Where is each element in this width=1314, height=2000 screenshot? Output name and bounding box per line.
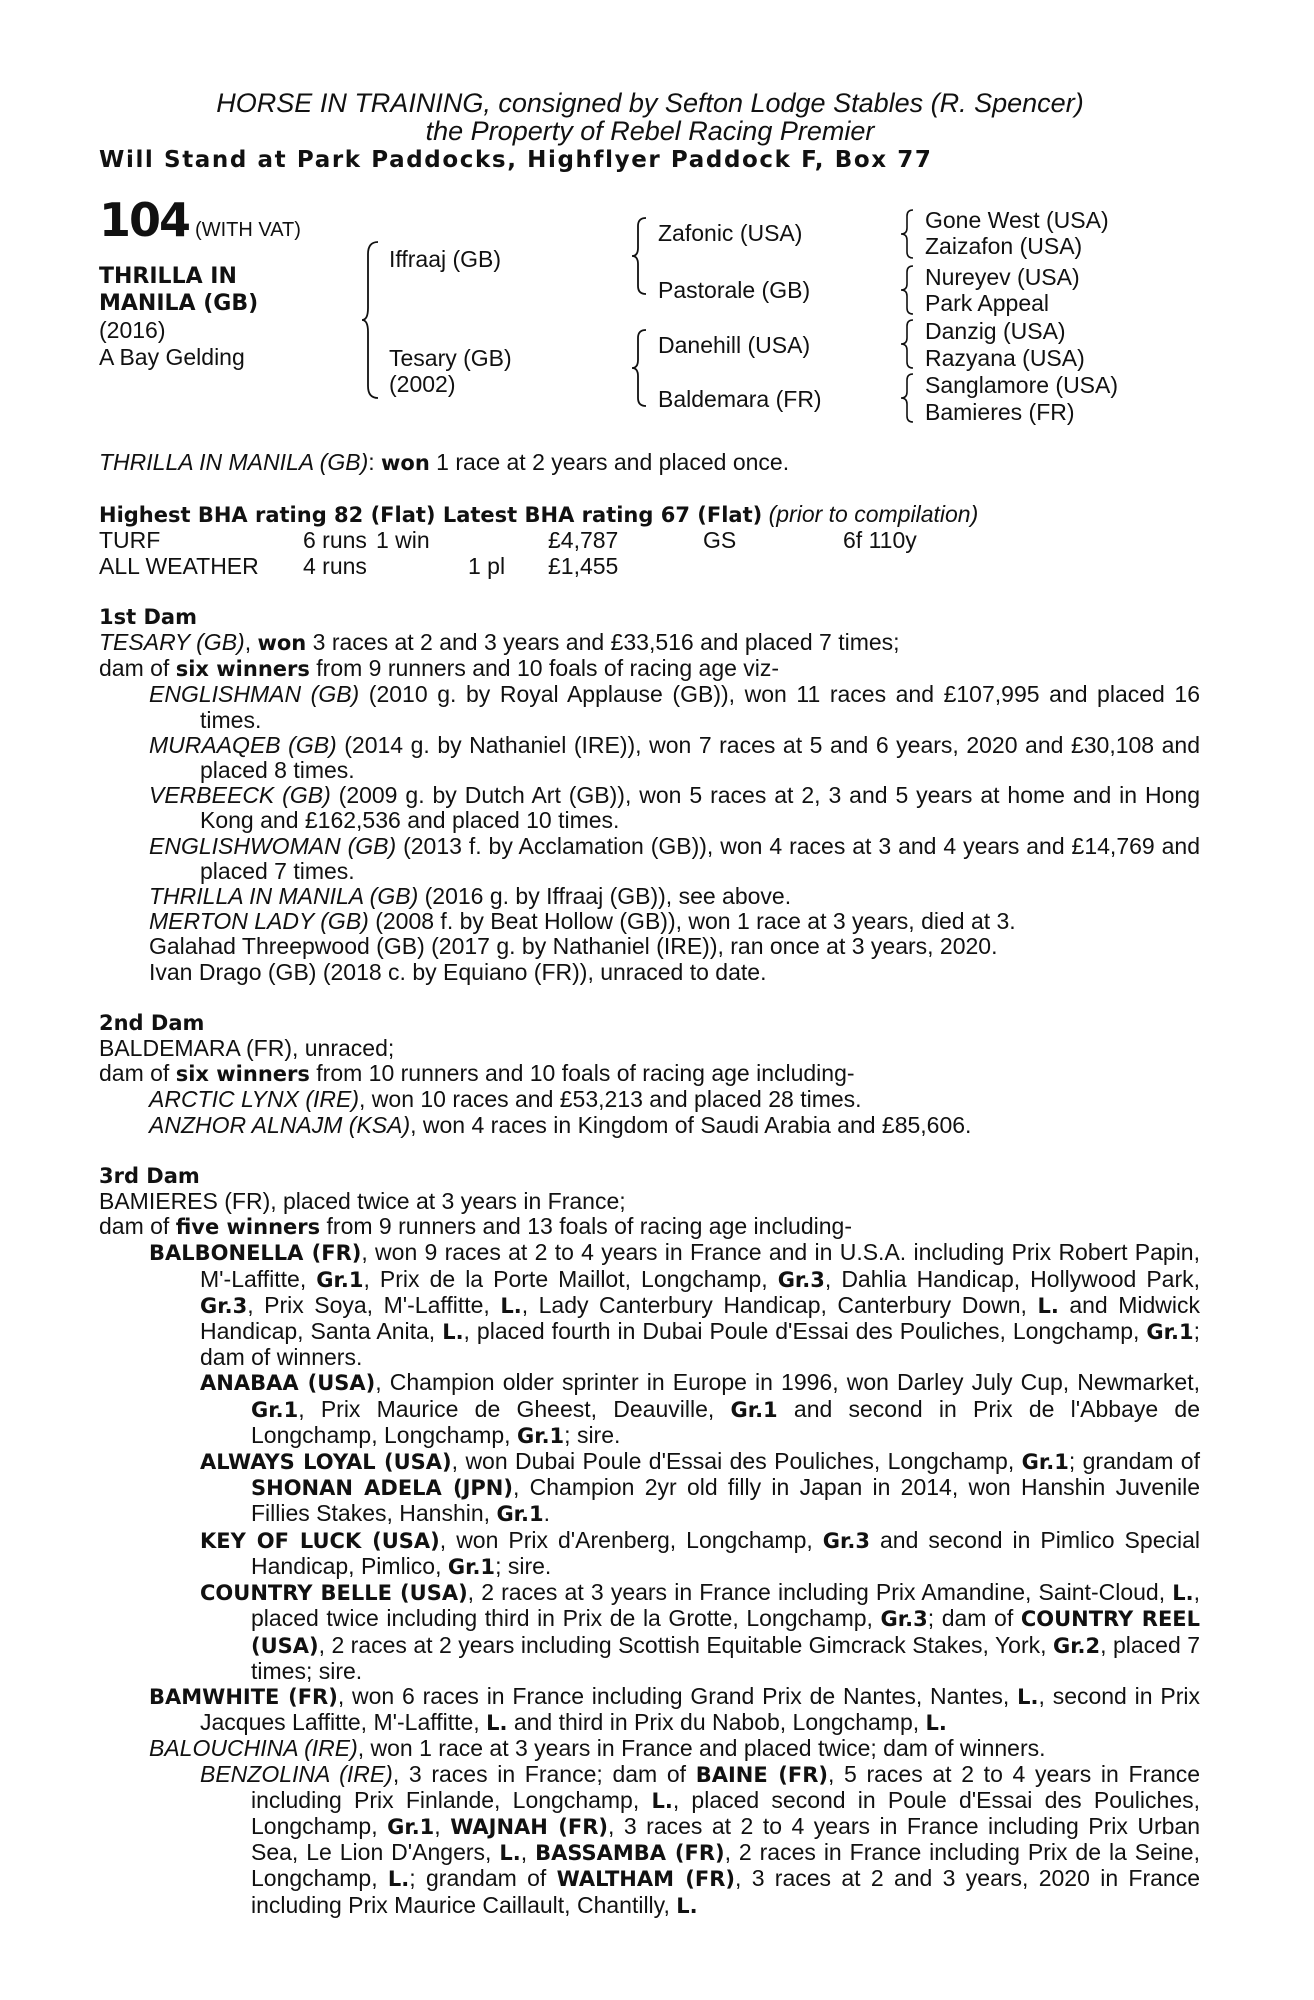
text-run: BAMIERES (FR), placed twice at 3 years in France; (99, 1188, 626, 1215)
text-run: , (434, 1812, 451, 1839)
text-run: , placed twice including third in Prix de la Grotte, Longchamp, (251, 1579, 1200, 1632)
sire-parents-brace-icon (632, 216, 650, 296)
text-run: won (381, 451, 430, 475)
pedigree-gen3: Zafonic (USA) (658, 220, 803, 246)
text-run: Gr.1 (251, 1397, 299, 1422)
text-run: , 5 races at 2 to 4 years in France including Prix Finlande, Longchamp, (251, 1760, 1201, 1813)
text-run: , won 9 races at 2 to 4 years in France and in U.S.A. including Prix Robert Papin, M'-Laffitte, (200, 1239, 1200, 1292)
text-run: THRILLA IN MANILA (GB) (99, 449, 369, 475)
text-run: , 3 races at 2 and 3 years, 2020 in France including Prix Maurice Caillault, Chantilly, (251, 1865, 1201, 1918)
text-run: Gr.3 (200, 1293, 248, 1318)
race-summary (99, 450, 1200, 476)
dam-parents-brace-icon (632, 328, 650, 408)
text-run: (prior to compilation) (762, 501, 979, 528)
text-run: (2009 g. by Dutch Art (GB)), won 5 races at 2, 3 and 5 years at home and in Hong Kong and £162,536 and placed 10 times. (200, 782, 1200, 834)
text-run: , placed 7 times; sire. (251, 1631, 1200, 1684)
text-run: , Prix Maurice de Gheest, Deauville, (298, 1395, 731, 1422)
text-run: L. (1017, 1684, 1039, 1709)
pedigree-entry (99, 630, 1200, 656)
text-run: six winners (175, 657, 310, 682)
text-run: , (520, 1839, 536, 1866)
text-run: Gr.1 (496, 1502, 544, 1527)
text-run: VERBEECK (GB) (149, 782, 331, 809)
text-run: , Prix de la Porte Maillot, Longchamp, (363, 1265, 778, 1292)
text-run: ; grandam of (1068, 1448, 1200, 1475)
text-run: L. (1037, 1293, 1059, 1318)
text-run: L. (442, 1320, 464, 1345)
text-run: ENGLISHWOMAN (GB) (149, 832, 397, 859)
text-run: (2014 g. by Nathaniel (IRE)), won 7 races at 5 and 6 years, 2020 and £30,108 and placed 8 times. (200, 731, 1200, 783)
text-run: BALBONELLA (FR) (149, 1241, 362, 1266)
record-surface: TURF (99, 527, 161, 554)
gen4-brace-icon (900, 318, 916, 370)
pedigree-entry (99, 1580, 1200, 1684)
text-run: Gr.3 (777, 1267, 825, 1292)
record-row (99, 554, 1200, 579)
pedigree-entry (99, 783, 1200, 833)
pedigree-gen4: Sanglamore (USA) (925, 372, 1119, 398)
text-run: dam of (99, 1060, 176, 1087)
text-run: five winners (175, 1215, 321, 1240)
text-run: BAINE (FR) (695, 1762, 828, 1787)
record-going: GS (703, 527, 737, 554)
record-wins: 1 win (376, 527, 430, 554)
text-run: Gr.1 (447, 1554, 496, 1579)
text-run: , second in Prix Jacques Laffitte, M'-Laffitte, (200, 1682, 1200, 1736)
text-run: ARCTIC LYNX (IRE) (149, 1086, 360, 1113)
text-run: dam of (99, 1213, 176, 1240)
text-run: ; grandam of (409, 1865, 557, 1892)
record-distance: 6f 110y (843, 527, 917, 554)
pedigree-entry (99, 834, 1200, 884)
pedigree-entry (99, 656, 1200, 682)
pedigree-entry (99, 1684, 1200, 1736)
text-run: 3 races at 2 and 3 years and £33,516 and placed 7 times; (306, 628, 900, 655)
record-prize: £4,787 (548, 527, 619, 554)
gen4-brace-icon (900, 208, 916, 260)
pedigree-entry (99, 1736, 1200, 1761)
text-run: , won 4 races in Kingdom of Saudi Arabia and £85,606. (410, 1111, 972, 1138)
text-run: , 2 races at 2 years including Scottish Equitable Gimcrack Stakes, York, (318, 1631, 1053, 1658)
pedigree-entry (99, 934, 1200, 959)
pedigree-entry (99, 1113, 1200, 1138)
text-run: ALWAYS LOYAL (USA) (200, 1450, 452, 1475)
text-run: . (543, 1500, 551, 1527)
record-prize: £1,455 (548, 552, 619, 579)
text-run: , Dahlia Handicap, Hollywood Park, (824, 1265, 1201, 1292)
text-run: , placed fourth in Dubai Poule d'Essai des Pouliches, Longchamp, (463, 1318, 1147, 1345)
record-runs: 4 runs (303, 552, 367, 579)
vat-note: (WITH VAT) (195, 219, 301, 241)
text-run: (2016 g. by Iffraaj (GB)), see above. (418, 883, 792, 910)
pedigree-gen4: Danzig (USA) (925, 318, 1066, 344)
text-run: , 2 races in France including Prix de la Seine, Longchamp, (251, 1839, 1200, 1892)
pedigree-gen3: Baldemara (FR) (658, 386, 822, 412)
text-run: Highest BHA rating 82 (Flat) Latest BHA rating 67 (Flat) (99, 503, 763, 528)
pedigree-entry (99, 1214, 1200, 1240)
pedigree-gen3: Pastorale (GB) (658, 277, 811, 303)
text-run: MURAAQEB (GB) (149, 731, 337, 758)
text-run: L. (499, 1841, 521, 1866)
dam-sections (99, 605, 1200, 1919)
horse-name: THRILLA IN MANILA (GB) (99, 264, 259, 316)
text-run: and Midwick Handicap, Santa Anita, (200, 1291, 1201, 1345)
text-run: ANABAA (USA) (200, 1371, 376, 1396)
record-surface: ALL WEATHER (99, 552, 259, 579)
pedigree-dam-year: (2002) (389, 371, 456, 397)
text-run: L. (500, 1293, 522, 1318)
pedigree-gen4: Zaizafon (USA) (925, 233, 1083, 259)
text-run: Gr.1 (1021, 1450, 1069, 1475)
text-run: , won 1 race at 3 years in France and placed twice; dam of winners. (357, 1735, 1046, 1762)
text-run: dam of (99, 655, 176, 682)
text-run: ENGLISHMAN (GB) (149, 681, 360, 708)
gen4-brace-icon (900, 264, 916, 316)
text-run: (2008 f. by Beat Hollow (GB)), won 1 race at 3 years, died at 3. (368, 908, 1016, 935)
pedigree-dam: Tesary (GB) (389, 345, 512, 371)
text-run: and second in Pimlico Special Handicap, Pimlico, (251, 1526, 1200, 1579)
text-run: six winners (175, 1062, 310, 1087)
text-run: Gr.1 (316, 1267, 364, 1292)
text-run: L. (387, 1867, 410, 1892)
gen4-brace-icon (900, 372, 916, 424)
pedigree-entry (99, 1061, 1200, 1087)
pedigree-gen4: Razyana (USA) (925, 345, 1085, 371)
text-run: Gr.1 (1146, 1320, 1194, 1345)
pedigree-entry (99, 1528, 1200, 1580)
text-run: BALDEMARA (FR), unraced; (99, 1035, 395, 1062)
text-run: : (368, 449, 382, 475)
text-run: TESARY (GB) (99, 628, 245, 655)
pedigree-gen4: Nureyev (USA) (925, 264, 1080, 290)
text-run: ; dam of (927, 1605, 1021, 1632)
header-consignor: HORSE IN TRAINING, consigned by Sefton Lodge Stables (R. Spencer) (216, 88, 1084, 118)
text-run: and third in Prix du Nabob, Longchamp, (507, 1709, 926, 1736)
text-run: KEY OF LUCK (USA) (200, 1528, 440, 1553)
record-row (99, 528, 1200, 553)
pedigree-gen4: Park Appeal (925, 290, 1050, 316)
horse-description: A Bay Gelding (99, 344, 245, 370)
race-record-table (99, 528, 1200, 578)
pedigree-entry (99, 1762, 1200, 1919)
text-run: ; sire. (495, 1552, 552, 1579)
text-run: BALOUCHINA (IRE) (149, 1735, 358, 1762)
text-run: ANZHOR ALNAJM (KSA) (149, 1111, 411, 1138)
text-run: L. (1172, 1581, 1194, 1606)
text-run: WALTHAM (FR) (556, 1867, 735, 1892)
text-run: , 3 races at 2 to 4 years in France including Prix Urban Sea, Le Lion D'Angers, (251, 1812, 1201, 1866)
text-run: , Champion older sprinter in Europe in 1996, won Darley July Cup, Newmarket, (375, 1369, 1200, 1396)
bha-rating (99, 502, 1200, 528)
section-heading: 1st Dam (99, 604, 197, 629)
horse-year: (2016) (99, 317, 166, 343)
text-run: THRILLA IN MANILA (GB) (149, 883, 419, 910)
pedigree-sire: Iffraaj (GB) (389, 246, 502, 272)
text-run: L. (676, 1893, 698, 1918)
text-run: from 9 runners and 10 foals of racing age viz- (309, 655, 780, 682)
pedigree-entry (99, 733, 1200, 783)
text-run: from 10 runners and 10 foals of racing age including- (309, 1060, 855, 1087)
text-run: Gr.2 (1052, 1633, 1101, 1658)
pedigree-entry (99, 960, 1200, 985)
text-run: MERTON LADY (GB) (149, 908, 369, 935)
pedigree-entry (99, 1087, 1200, 1112)
pedigree-gen3: Danehill (USA) (658, 332, 811, 358)
pedigree-entry (99, 909, 1200, 934)
text-run: COUNTRY BELLE (USA) (200, 1581, 468, 1606)
record-placed: 1 pl (468, 552, 506, 579)
text-run: , placed second in Poule d'Essai des Pouliches, Longchamp, (251, 1786, 1200, 1839)
record-runs: 6 runs (303, 527, 367, 554)
text-run: and second in Prix de l'Abbaye de Longchamp, Longchamp, (251, 1395, 1200, 1448)
text-run: Gr.3 (880, 1607, 928, 1632)
lot-number: 104 (99, 193, 190, 247)
pedigree-entry (99, 1240, 1200, 1370)
text-run: (2013 f. by Acclamation (GB)), won 4 races at 3 and 4 years and £14,769 and placed 7 times. (200, 832, 1201, 884)
text-run: Ivan Drago (GB) (2018 c. by Equiano (FR)), unraced to date. (149, 958, 767, 985)
text-run: COUNTRY REEL (USA) (251, 1607, 1201, 1658)
pedigree-entry (99, 1036, 1200, 1061)
horse-info (99, 317, 245, 371)
catalogue-body (99, 450, 1200, 1919)
text-run: Gr.3 (822, 1528, 870, 1553)
text-run: 1 race at 2 years and placed once. (429, 449, 790, 475)
text-run: L. (486, 1711, 508, 1736)
lot-number-block (99, 193, 301, 247)
text-run: Gr.1 (516, 1423, 565, 1448)
text-run: ; sire. (564, 1421, 621, 1448)
pedigree-entry (99, 1370, 1200, 1449)
text-run: Galahad Threepwood (GB) (2017 g. by Nathaniel (IRE)), ran once at 3 years, 2020. (149, 933, 998, 960)
text-run: , Champion 2yr old filly in Japan in 2014, won Hanshin Juvenile Fillies Stakes, Hanshin, (251, 1474, 1201, 1527)
text-run: WAJNAH (FR) (450, 1814, 608, 1839)
text-run: , won Dubai Poule d'Essai des Pouliches, Longchamp, (451, 1448, 1022, 1475)
sire-dam-brace-icon (362, 240, 382, 400)
pedigree-gen4: Gone West (USA) (925, 207, 1109, 233)
text-run: , Prix Soya, M'-Laffitte, (247, 1291, 501, 1318)
text-run: , won Prix d'Arenberg, Longchamp, (439, 1526, 823, 1553)
pedigree-entry (99, 1449, 1200, 1528)
text-run: (2010 g. by Royal Applause (GB)), won 11 races and £107,995 and placed 16 times. (200, 681, 1200, 733)
text-run: , won 10 races and £53,213 and placed 28 times. (359, 1086, 862, 1113)
pedigree-entry (99, 884, 1200, 909)
text-run: , (244, 628, 258, 655)
text-run: Gr.1 (730, 1397, 778, 1422)
section-heading: 3rd Dam (99, 1163, 200, 1188)
text-run: L. (925, 1711, 947, 1736)
section-heading: 2nd Dam (99, 1010, 205, 1035)
text-run: Gr.1 (387, 1814, 435, 1839)
text-run: , 2 races at 3 years in France including Prix Amandine, Saint-Cloud, (467, 1579, 1173, 1606)
pedigree-entry (99, 682, 1200, 732)
header-location: Will Stand at Park Paddocks, Highflyer Paddock F, Box 77 (99, 147, 933, 173)
text-run: BASSAMBA (FR) (535, 1841, 725, 1866)
text-run: SHONAN ADELA (JPN) (251, 1476, 513, 1501)
text-run: , 3 races in France; dam of (392, 1760, 696, 1787)
text-run: ; dam of winners. (200, 1318, 1201, 1371)
header-owner: the Property of Rebel Racing Premier (425, 116, 875, 146)
text-run: BAMWHITE (FR) (149, 1684, 338, 1709)
text-run: from 9 runners and 13 foals of racing age including- (320, 1213, 852, 1240)
text-run: won (257, 630, 307, 655)
text-run: , won 6 races in France including Grand Prix de Nantes, Nantes, (337, 1682, 1018, 1709)
text-run: L. (651, 1788, 673, 1813)
pedigree-gen4: Bamieres (FR) (925, 399, 1075, 425)
pedigree-entry (99, 1189, 1200, 1214)
text-run: BENZOLINA (IRE) (200, 1760, 393, 1787)
text-run: , Lady Canterbury Handicap, Canterbury Down, (521, 1291, 1038, 1318)
